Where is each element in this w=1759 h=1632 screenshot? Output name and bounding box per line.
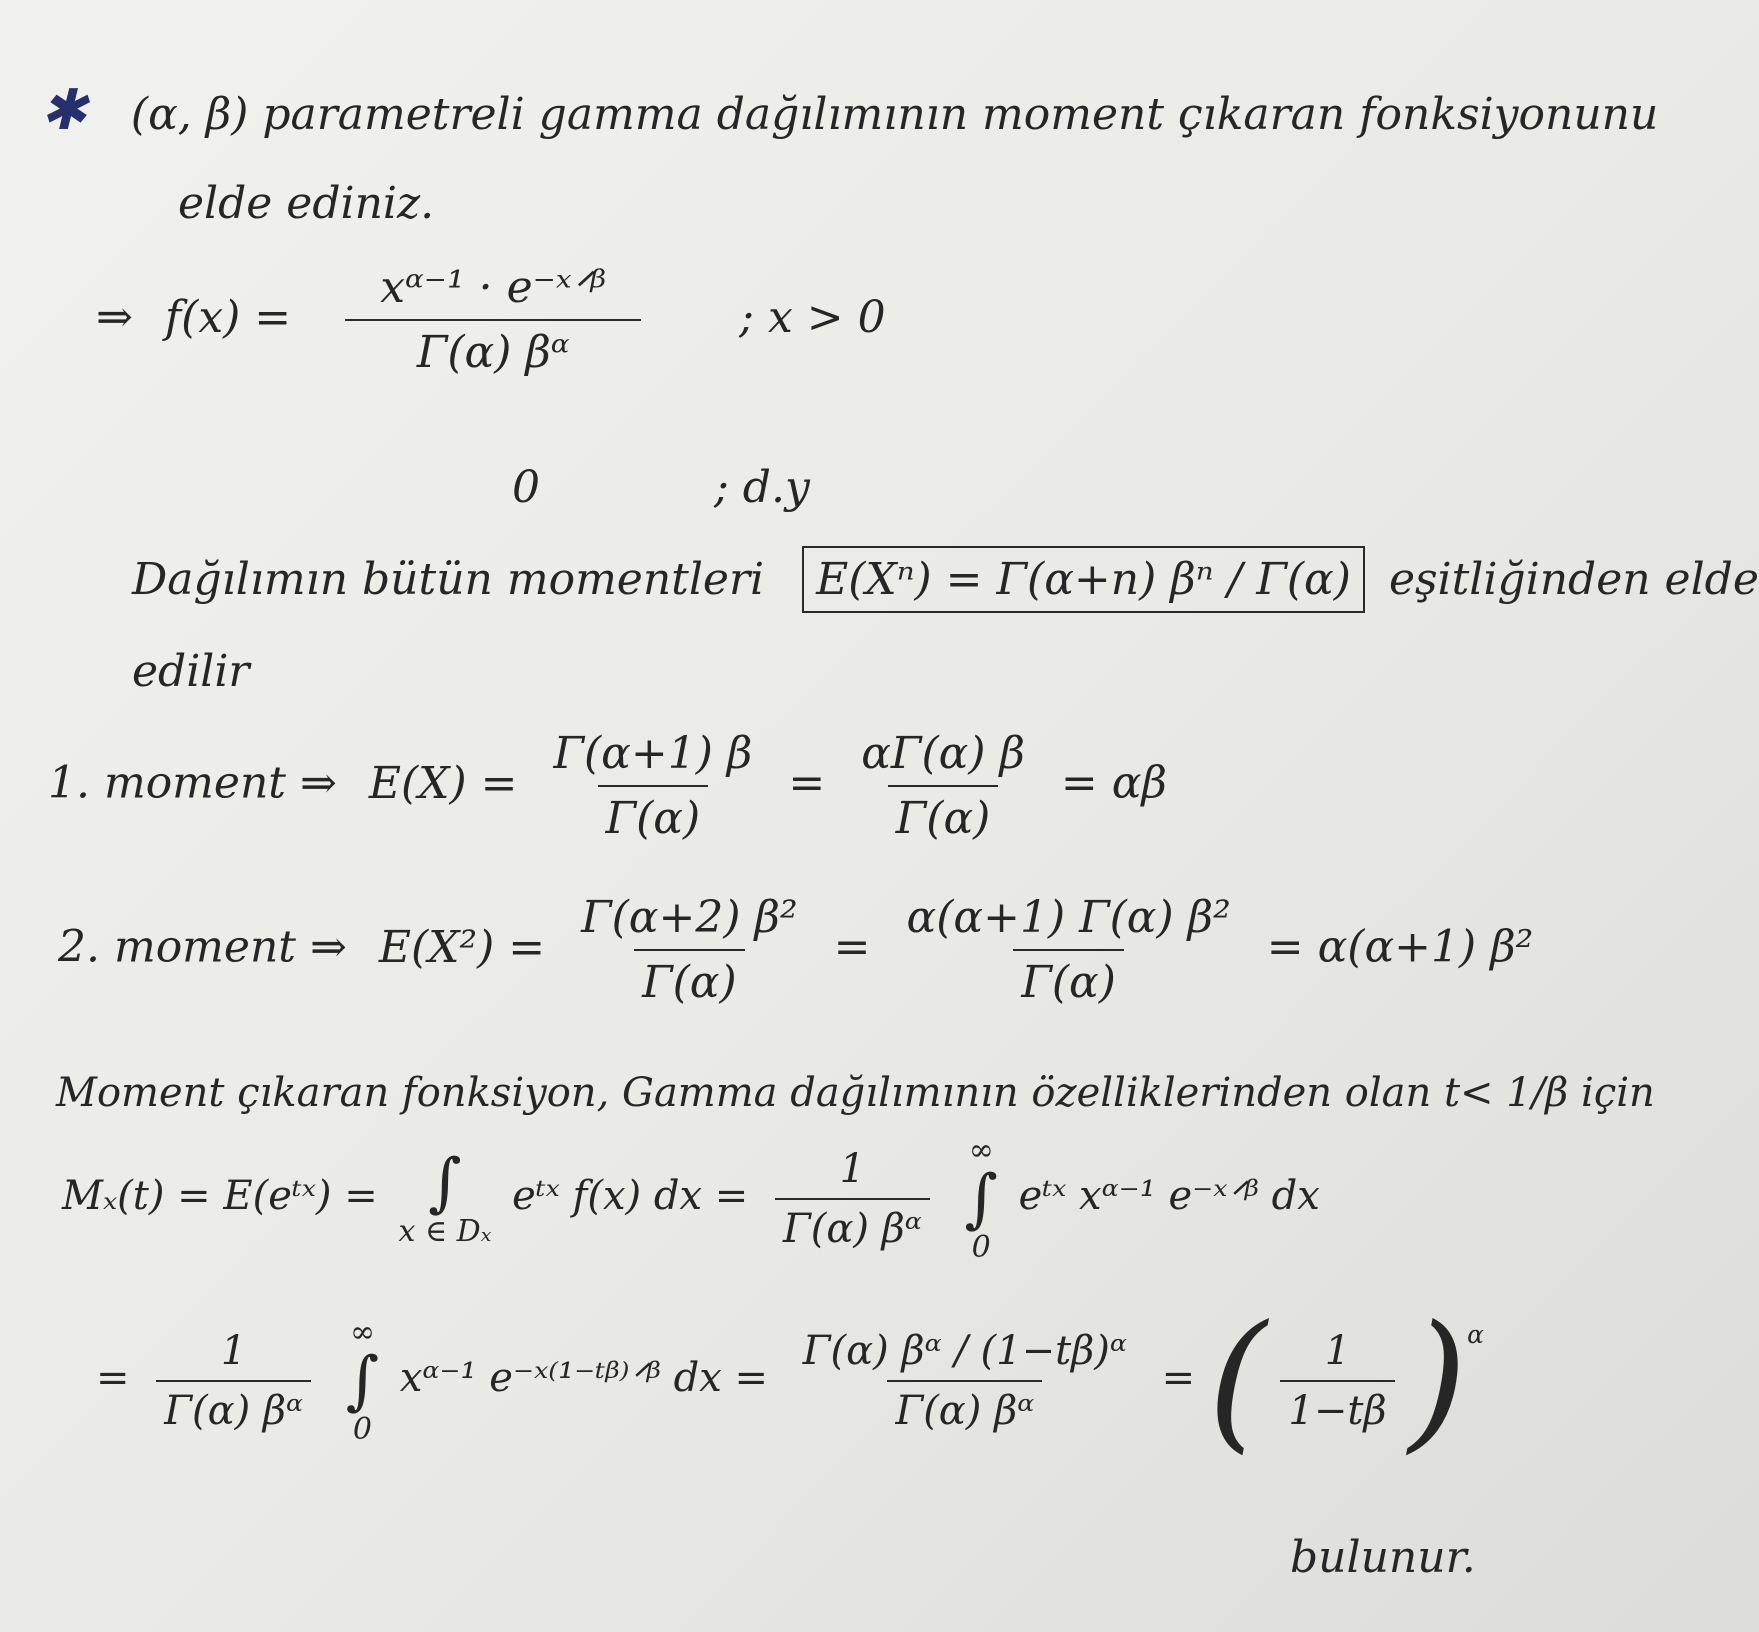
- moment-formula-box: E(Xⁿ) = Γ(α+n) βⁿ / Γ(α): [802, 546, 1365, 613]
- second-moment-fraction-2: [898, 892, 1238, 1008]
- moments-text-before: Dağılımın bütün momentleri: [132, 554, 765, 605]
- mgf-integrand: eᵗˣ f(x) dx =: [512, 1173, 749, 1219]
- moments-statement: [132, 554, 1759, 605]
- integral-sign-icon-3: ∫: [345, 1344, 380, 1418]
- first-moment-fraction-2: [853, 728, 1033, 844]
- pdf-lhs: f(x) =: [164, 291, 292, 343]
- mgf-final-form: [1207, 1294, 1484, 1468]
- mgf2-coefficient-fraction: [156, 1328, 311, 1434]
- second-moment-label: 2. moment ⇒: [58, 921, 347, 973]
- mgf-final-den: 1−tβ: [1280, 1380, 1394, 1434]
- first-moment-lhs: E(X) =: [368, 757, 518, 809]
- mgf-lhs: Mₓ(t) = E(eᵗˣ) =: [62, 1173, 378, 1219]
- mgf2-equals-2: =: [1161, 1355, 1196, 1401]
- integral-lower-bound: 0: [971, 1230, 991, 1265]
- mgf-final-fraction: [1280, 1328, 1394, 1434]
- mgf-coef-num: 1: [839, 1146, 866, 1192]
- first-moment-fraction-1: [545, 728, 760, 844]
- first-moment-result: = αβ: [1060, 757, 1167, 809]
- first-moment-den-2: Γ(α): [888, 785, 999, 844]
- problem-title: (α, β) parametreli gamma dağılımının moment çıkaran fonksiyonunu: [130, 89, 1659, 140]
- pdf-zero: 0: [512, 462, 540, 513]
- mgf2-result-den: Γ(α) βᵅ: [887, 1380, 1042, 1434]
- problem-title-continued: elde ediniz.: [178, 178, 435, 229]
- second-moment-num-2: α(α+1) Γ(α) β²: [906, 892, 1231, 943]
- problem-statement: [40, 78, 1658, 143]
- second-moment-den-2: Γ(α): [1013, 949, 1124, 1008]
- moments-text-line2: edilir: [132, 646, 250, 697]
- mgf2-result-num: Γ(α) βᵅ / (1−tβ)ᵅ: [802, 1328, 1127, 1374]
- first-moment-num-1: Γ(α+1) β: [553, 728, 753, 779]
- mgf-final-power: α: [1467, 1320, 1484, 1349]
- pdf-denominator: Γ(α) βᵅ: [345, 319, 641, 378]
- pdf-fraction: [345, 262, 641, 378]
- integral-sign-icon: ∫: [428, 1145, 462, 1220]
- integral-sign-icon-2: ∫: [964, 1162, 998, 1236]
- implies-arrow: ⇒: [96, 291, 133, 343]
- second-moment-fraction-1: [573, 892, 806, 1008]
- mgf2-upper-bound: ∞: [349, 1315, 375, 1350]
- pdf-condition: ; x > 0: [739, 291, 886, 343]
- pdf-definition: [96, 262, 886, 378]
- pdf-numerator: xᵅ⁻¹ · e⁻ˣᐟᵝ: [380, 262, 607, 313]
- mgf-integrand-2: eᵗˣ xᵅ⁻¹ e⁻ˣᐟᵝ dx: [1018, 1173, 1320, 1219]
- mgf2-coef-den: Γ(α) βᵅ: [156, 1380, 311, 1434]
- mgf2-equals: =: [96, 1355, 130, 1401]
- mgf-equation-1: [62, 1134, 1320, 1264]
- second-moment-result: = α(α+1) β²: [1266, 921, 1534, 973]
- first-moment: [48, 728, 1167, 844]
- mgf-coefficient-fraction: [775, 1146, 930, 1252]
- mgf-coef-den: Γ(α) βᵅ: [775, 1198, 930, 1252]
- mgf2-coef-num: 1: [220, 1328, 247, 1374]
- mgf-statement: Moment çıkaran fonksiyon, Gamma dağılımının özelliklerinden olan t< 1/β için: [56, 1070, 1655, 1116]
- mgf-equation-2: [96, 1294, 1484, 1468]
- second-moment-equals: =: [833, 921, 871, 973]
- second-moment-lhs: E(X²) =: [378, 921, 546, 973]
- moments-text-after: eşitliğinden elde: [1388, 554, 1759, 605]
- pdf-otherwise: [512, 462, 810, 513]
- mgf2-result-fraction: [795, 1328, 1135, 1434]
- first-moment-label: 1. moment ⇒: [48, 757, 337, 809]
- second-moment: [58, 892, 1533, 1008]
- pdf-otherwise-label: ; d.y: [714, 462, 810, 513]
- integral-upper-bound: ∞: [968, 1133, 994, 1168]
- first-moment-num-2: αΓ(α) β: [861, 728, 1025, 779]
- left-paren-icon: (: [1207, 1294, 1267, 1468]
- closing-word: bulunur.: [1290, 1532, 1476, 1583]
- mgf2-integrand: xᵅ⁻¹ e⁻ˣ⁽¹⁻ᵗᵝ⁾ᐟᵝ dx =: [399, 1355, 769, 1401]
- mgf2-integral-bounds: [346, 1316, 379, 1446]
- mgf-integral-bounds: [965, 1134, 998, 1264]
- right-paren-icon: ): [1408, 1294, 1468, 1468]
- second-moment-num-1: Γ(α+2) β²: [581, 892, 798, 943]
- mgf-integral-domain: [398, 1145, 492, 1249]
- first-moment-equals: =: [788, 757, 826, 809]
- second-moment-den-1: Γ(α): [634, 949, 745, 1008]
- integral-domain-label: x ∈ Dₓ: [398, 1213, 492, 1249]
- mgf2-lower-bound: 0: [352, 1412, 372, 1447]
- star-mark: ✱: [40, 78, 87, 143]
- mgf-final-num: 1: [1324, 1328, 1351, 1374]
- first-moment-den-1: Γ(α): [598, 785, 709, 844]
